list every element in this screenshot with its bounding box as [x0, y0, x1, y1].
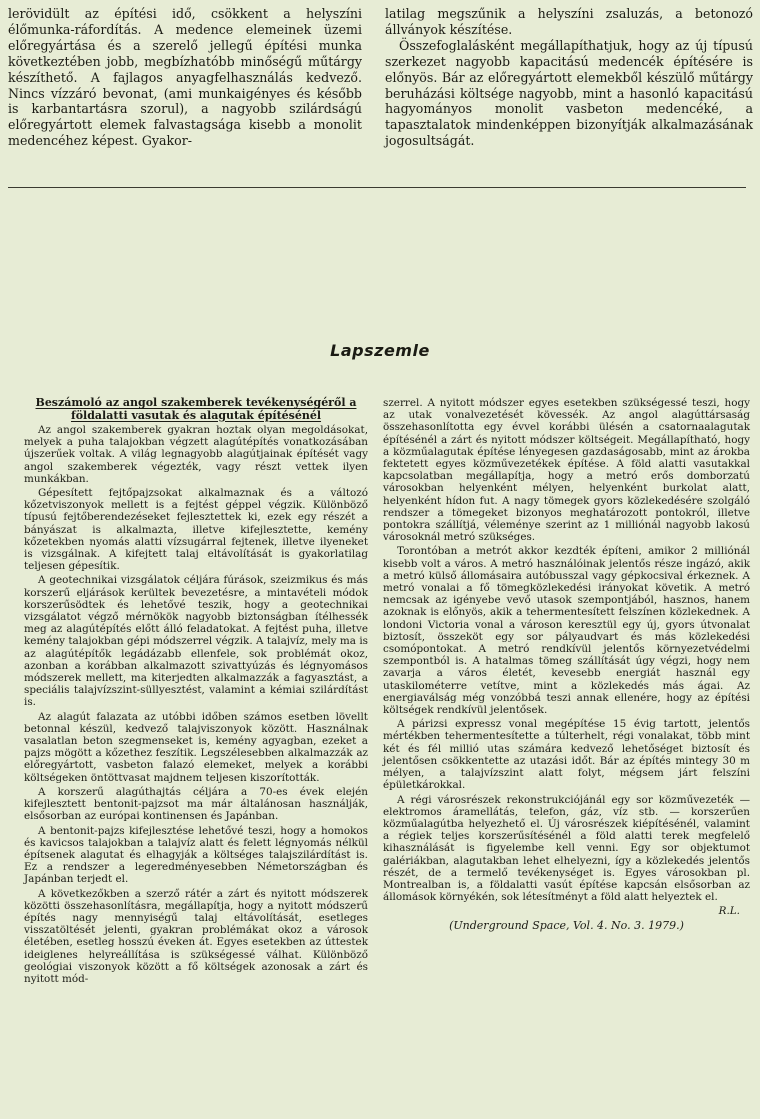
top-right-paragraph-2: Összefoglalásként megállapíthatjuk, hogy az új típusú szerkezet nagyobb kapacitású medencék építésére is előnyös. Bár az előregyártott elemekből készülő műtárgy beruházási költsége nagyobb, mint a hasonló kapacitású hagyományos monolit vasbeton medencéké, a tapasztalatok mindenképpen bizonyítják alkalmazásának jogosultságát. [385, 37, 753, 149]
article-source: (Underground Space, Vol. 4. No. 3. 1979.) [449, 918, 684, 932]
article-paragraph: Az angol szakemberek gyakran hoztak olyan megoldásokat, melyek a puha talajokban végzett alagútépítés vonatkozásában újszerűek voltak. A világ legnagyobb alagútjainak építését vagy angol szakemberek végezték, vagy részt vettek ilyen munkákban. [24, 424, 368, 485]
article-title: Beszámoló az angol szakemberek tevékenységéről a földalatti vasutak és alagutak építésénél [35, 396, 357, 422]
article-paragraph: A régi városrészek rekonstrukciójánál egy sor közművezeték — elektromos áramellátás, telefon, gáz, víz stb. — korszerűen közműalagútba helyezhető el. Új városrészek kiépítésénél, valamint a régiek teljes korszerűsítésénél a föld alatti terek megfelelő kihasználását is figyelembe kell venni. Egy sor objektumot galériákban, alagutakban lehet elhelyezni, így a közlekedés jelentős részét, de a termelő tevékenységet is. Egyes városokban pl. Montrealban is, a földalatti vasút építése kapcsán elsősorban az állomások környékén, sok létesítményt a föld alatt helyeztek el. [383, 793, 750, 904]
article-paragraph: A geotechnikai vizsgálatok céljára fúrások, szeizmikus és más korszerű eljárások kerültek bevezetésre, a mintavételi módok korszerűsödtek és lehetővé teszik, hogy a geotechnikai vizsgálatot végző mérnökök nagyobb biztonságban ítélhessék meg az alagútépítés előtt álló feladatokat. A fejtést puha, illetve kemény talajokban gépi módszerrel végzik. A talajvíz, mely ma is az alagútépítők legádázabb ellenfele, sok problémát okoz, azonban a korábban alkalmazott szivattyúzás és légnyomásos módszerek mellett, ma kiterjedten alkalmazzák a fagyasztást, a speciális talajvízszint-süllyesztést, valamint a kémiai szilárdítást is. [24, 574, 368, 709]
top-left-paragraph: lerövidült az építési idő, csökkent a helyszíni élőmunka-ráfordítás. A medence elemeinek üzemi előregyártása és a szerelő jellegű építési munka következtében jobb, megbízhatóbb minőségű műtárgy készíthető. A fajlagos anyagfelhasználás kedvező. Nincs vízzáró bevonat, (ami munkaigényes és később is karbantartásra szorul), a nagyobb szilárdságú előregyártott elemek falvastagsága kisebb a monolit medencéhez képest. Gyakor- [8, 6, 362, 149]
section-title: Lapszemle [330, 341, 430, 360]
top-right-column [385, 6, 753, 149]
section-divider [8, 187, 746, 188]
article-left-column [24, 397, 368, 987]
article-paragraph: Torontóban a metrót akkor kezdték építeni, amikor 2 milliónál kisebb volt a város. A metró használóinak jelentős része ingázó, akik a metró külső állomásaira autóbusszal vagy gépkocsival érkeznek. A metró vonalai a fő tömegközlekedési irányokat követik. A metró nemcsak az igényebe vevő utasok szempontjából, hasznos, hanem azoknak is előnyös, akik a tehermentesített felszínen közlekednek. A londoni Victoria vonal a városon keresztül egy új, gyors útvonalat biztosít, összeköt egy sor pályaudvart és más közlekedési csomópontokat. A metró rendkívül jelentős környezetvédelmi szempontból is. A hatalmas tömeg szállítását úgy végzi, hogy nem zavarja a város életét, kevesebb energiát használ egy utaskilométerre vetítve, mint a közlekedés más ágai. Az energiaválság még vonzóbbá teszi annak ellenére, hogy az építési költségek rendkívül jelentősek. [383, 545, 750, 717]
article-paragraph: A bentonit-pajzs kifejlesztése lehetővé teszi, hogy a homokos és kavicsos talajokban a talajvíz alatt és felett légnyomás nélkül építsenek alagutat és elhagyják a költséges talajszilárdítást is. Ez a rendszer a legeredményesebben Németországban és Japánban terjedt el. [24, 824, 368, 886]
article-author: R.L. [718, 905, 740, 918]
top-left-column [8, 6, 362, 149]
article-paragraph: Gépesített fejtőpajzsokat alkalmaznak és a változó kőzetviszonyok mellett is a fejtést géppel végzik. Különböző típusú fejtőberendezéseket fejlesztettek ki, ezek egy részét a bányászat is alkalmazta, illetve kifejlesztette, kemény kőzetekben nyomás alatti vízsugárral fejtenek, illetve ilyeneket is vizsgálnak. A kifejtett talaj eltávolítását is gyakorlatilag teljesen gépesítik. [24, 487, 368, 573]
article-paragraph: A korszerű alagúthajtás céljára a 70-es évek elején kifejlesztett bentonit-pajzsot ma már általánosan használják, elsősorban az európai kontinensen és Japánban. [24, 785, 368, 823]
article-paragraph: Az alagút falazata az utóbbi időben számos esetben lövellt betonnal készül, kedvező talajviszonyok között. Használnak vasalatlan beton szegmenseket is, kemény agyagban, ezeket a pajzs mögött a kőzethez feszítik. Legszélesebben alkalmazzák az előregyártott, vasbeton falazó elemeket, melyek a korábbi költségeken öntöttvasat majdnem teljesen kiszorították. [24, 710, 368, 784]
article-paragraph: A következőkben a szerző rátér a zárt és nyitott módszerek közötti összehasonlításra, megállapítja, hogy a nyitott módszerű építés nagy mennyiségű talaj eltávolítását, esetleges visszatöltését jelenti, gyakran problémákat okoz a városok életében, esetleg hosszú éveken át. Egyes esetekben az úttestek ideiglenes helyreállítása is szükségessé válhat. Különböző geológiai viszonyok között a fő költségek azonosak a zárt és nyitott mód- [24, 887, 368, 985]
article-paragraph: szerrel. A nyitott módszer egyes esetekben szükségessé teszi, hogy az utak vonalvezetését kövessék. Az angol alagúttársaság összehasonlította egy évvel korábbi ülésén a csatornaalagutak építésénél a zárt és nyitott módszer költségeit. Megállapítható, hogy a közműalagutak építése lényegesen gazdaságosabb, mint az árokba fektetett egyes közművezetékek építése. A föld alatti vasutakkal kapcsolatban megállapítja, hogy a metró erős domborzatú városokban helyenként mélyen, helyenként burkolat alatt, helyenként hídon fut. A nagy tömegek gyors közlekedésére szolgáló rendszer a tömegeket bizonyos meghatározott pontokról, illetve pontokra szállítjá, véleménye szerint az 1 milliónál nagyobb lakosú városoknál metró szükséges. [383, 397, 750, 544]
article-right-column [383, 397, 750, 934]
article-paragraph: A párizsi expressz vonal megépítése 15 évig tartott, jelentős mértékben tehermentesítette a túlterhelt, régi vonalakat, több mint két és fél millió utas számára kedvező lehetőséget biztosít és jelentősen csökkentette az utazási időt. Bár az építés mintegy 30 m mélyen, a talajvízszint alatt folyt, mégsem járt felszíni épületkárokkal. [383, 718, 750, 792]
top-right-paragraph-1: latilag megszűnik a helyszíni zsaluzás, a betonozó állványok készítése. [385, 6, 753, 37]
